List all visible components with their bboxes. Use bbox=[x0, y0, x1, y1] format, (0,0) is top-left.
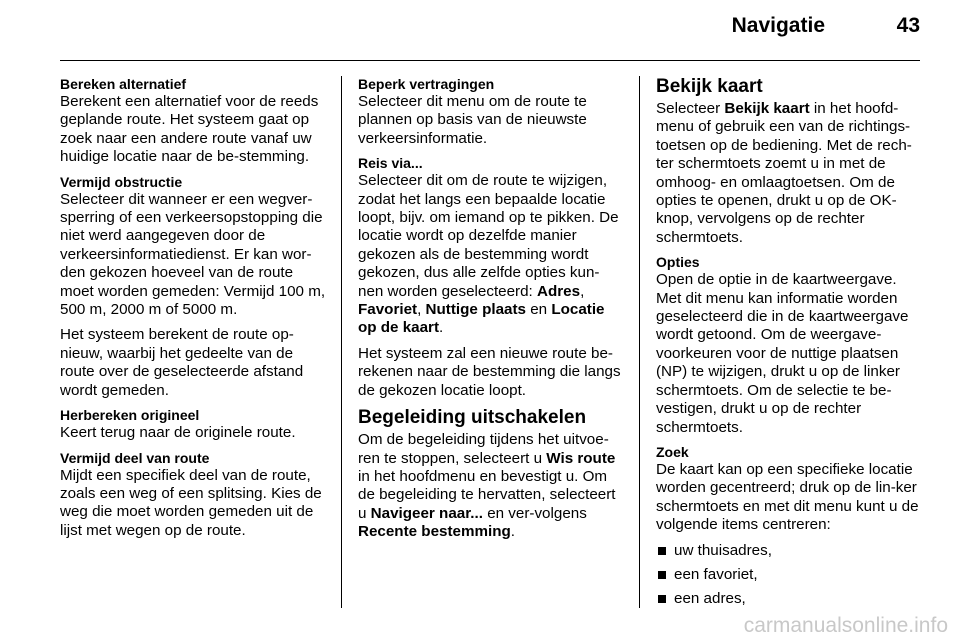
term-nuttige-plaats: Nuttige plaats bbox=[425, 301, 526, 319]
subheading: Reis via... bbox=[358, 155, 423, 172]
separator: . bbox=[510, 523, 515, 541]
subheading: Zoek bbox=[656, 443, 689, 460]
column-divider-1 bbox=[341, 76, 342, 608]
column-2 bbox=[358, 76, 624, 542]
subheading: Vermijd deel van route bbox=[60, 449, 210, 466]
separator: , bbox=[580, 282, 585, 300]
paragraph bbox=[358, 172, 624, 338]
paragraph: Het systeem zal een nieuwe route be-rekenen naar de bestemming die langs de gekozen locatie loopt. bbox=[358, 344, 621, 399]
section-vermijd-obstructie bbox=[60, 174, 328, 400]
term-wis-route: Wis route bbox=[546, 449, 616, 467]
term-recente-bestemming: Recente bestemming bbox=[358, 523, 511, 541]
term-bekijk-kaart: Bekijk kaart bbox=[724, 100, 810, 117]
list-item bbox=[656, 542, 922, 560]
section-vermijd-deel-van-route bbox=[60, 450, 328, 541]
heading-begeleiding-uitschakelen: Begeleiding uitschakelen bbox=[358, 407, 587, 429]
paragraph: Keert terug naar de originele route. bbox=[60, 424, 296, 442]
list-item-text: een favoriet, bbox=[674, 565, 758, 583]
paragraph: Open de optie in de kaartweergave. Met dit menu kan informatie worden geselecteerd die in de kaartweergave wordt getoond. Om de weergave-voorkeuren voor de nuttige plaatsen (NP) te wijzigen, drukt u op de linker schermtoets. Om de selectie te be-vestigen, drukt u op de rechter schermtoets. bbox=[656, 271, 909, 436]
paragraph bbox=[656, 100, 922, 247]
list-item bbox=[656, 566, 922, 584]
column-divider-2 bbox=[639, 76, 640, 608]
heading-bekijk-kaart: Bekijk kaart bbox=[656, 76, 763, 97]
square-bullet-icon bbox=[658, 547, 666, 555]
term-navigeer-naar: Navigeer naar... bbox=[370, 504, 483, 522]
section-reis-via bbox=[358, 155, 624, 400]
term-adres: Adres bbox=[537, 282, 581, 300]
page-header bbox=[60, 0, 920, 61]
separator: . bbox=[439, 319, 444, 337]
square-bullet-icon bbox=[658, 571, 666, 579]
section-herbereken-origineel bbox=[60, 407, 328, 442]
section-beperk-vertragingen bbox=[358, 76, 624, 148]
page-title: Navigatie bbox=[731, 14, 825, 37]
subheading: Opties bbox=[656, 254, 700, 271]
list-item-text: een adres, bbox=[674, 590, 746, 608]
bullet-list bbox=[656, 542, 922, 609]
section-opties bbox=[656, 254, 922, 437]
term-locatie-op-de-kaart: Locatie op de kaart bbox=[358, 301, 605, 337]
paragraph: Het systeem berekent de route op-nieuw, waarbij het gedeelte van de route over de geselecteerde afstand wordt gemeden. bbox=[60, 326, 304, 399]
paragraph: Selecteer dit menu om de route te plannen op basis van de nieuwste verkeersinformatie. bbox=[358, 93, 587, 147]
text-span: in het hoofd-menu of gebruik een van de richtings-toetsen op de bediening. Met de rech-ter schermtoets zoemt u in met de omhoog- en omlaagtoetsen. Om de opties te openen, drukt u op de OK-knop, vervolgens op de rechter schermtoets. bbox=[656, 100, 912, 246]
paragraph bbox=[358, 431, 624, 541]
separator: , bbox=[417, 301, 426, 319]
term-favoriet: Favoriet bbox=[358, 301, 418, 319]
watermark: carmanualsonline.info bbox=[743, 614, 948, 637]
subheading: Bereken alternatief bbox=[60, 76, 187, 92]
text-span: Om de begeleiding tijdens het uitvoe-ren te stoppen, selecteert u bbox=[358, 431, 609, 467]
text-span: Selecteer bbox=[656, 100, 725, 117]
square-bullet-icon bbox=[658, 595, 666, 603]
subheading: Herbereken origineel bbox=[60, 407, 200, 424]
paragraph: Berekent een alternatief voor de reeds geplande route. Het systeem gaat op zoek naar een andere route vanaf uw huidige locatie naar de be-stemming. bbox=[60, 93, 319, 166]
list-item-text: uw thuisadres, bbox=[674, 541, 772, 559]
section-bereken-alternatief bbox=[60, 76, 328, 167]
paragraph: Selecteer dit wanneer er een wegver-sperring of een verkeersopstopping die niet werd aangegeven door de verkeersinformatiedienst. Er kan wor-den gekozen hoeveel van de route moet worden gemeden: Vermijd 100 m, 500 m, 2000 m of 5000 m. bbox=[60, 190, 326, 319]
subheading: Beperk vertragingen bbox=[358, 76, 495, 92]
page-number: 43 bbox=[896, 14, 920, 37]
text-span: en ver-volgens bbox=[482, 504, 587, 522]
paragraph: Mijdt een specifiek deel van de route, zoals een weg of een splitsing. Kies de weg die moet worden gemeden uit de lijst met wegen op de route. bbox=[60, 466, 322, 539]
text-span: Selecteer dit om de route te wijzigen, zodat het langs een bepaalde locatie loopt, bijv. om iemand op te pikken. De locatie wordt op dezelfde manier gekozen als de bestemming wordt gekozen, dus alle zelfde opties kun-nen worden geselecteerd: bbox=[358, 172, 619, 300]
list-item bbox=[656, 590, 922, 608]
text-span: in het hoofdmenu en bevestigt u. Om de begeleiding te hervatten, selecteert u bbox=[358, 467, 616, 522]
subheading: Vermijd obstructie bbox=[60, 173, 183, 190]
section-zoek bbox=[656, 444, 922, 609]
separator: en bbox=[525, 301, 552, 319]
column-3 bbox=[656, 76, 922, 616]
paragraph: De kaart kan op een specifieke locatie worden gecentreerd; druk op de lin-ker schermtoets en met dit menu kunt u de volgende items centreren: bbox=[656, 460, 919, 534]
column-1 bbox=[60, 76, 328, 547]
